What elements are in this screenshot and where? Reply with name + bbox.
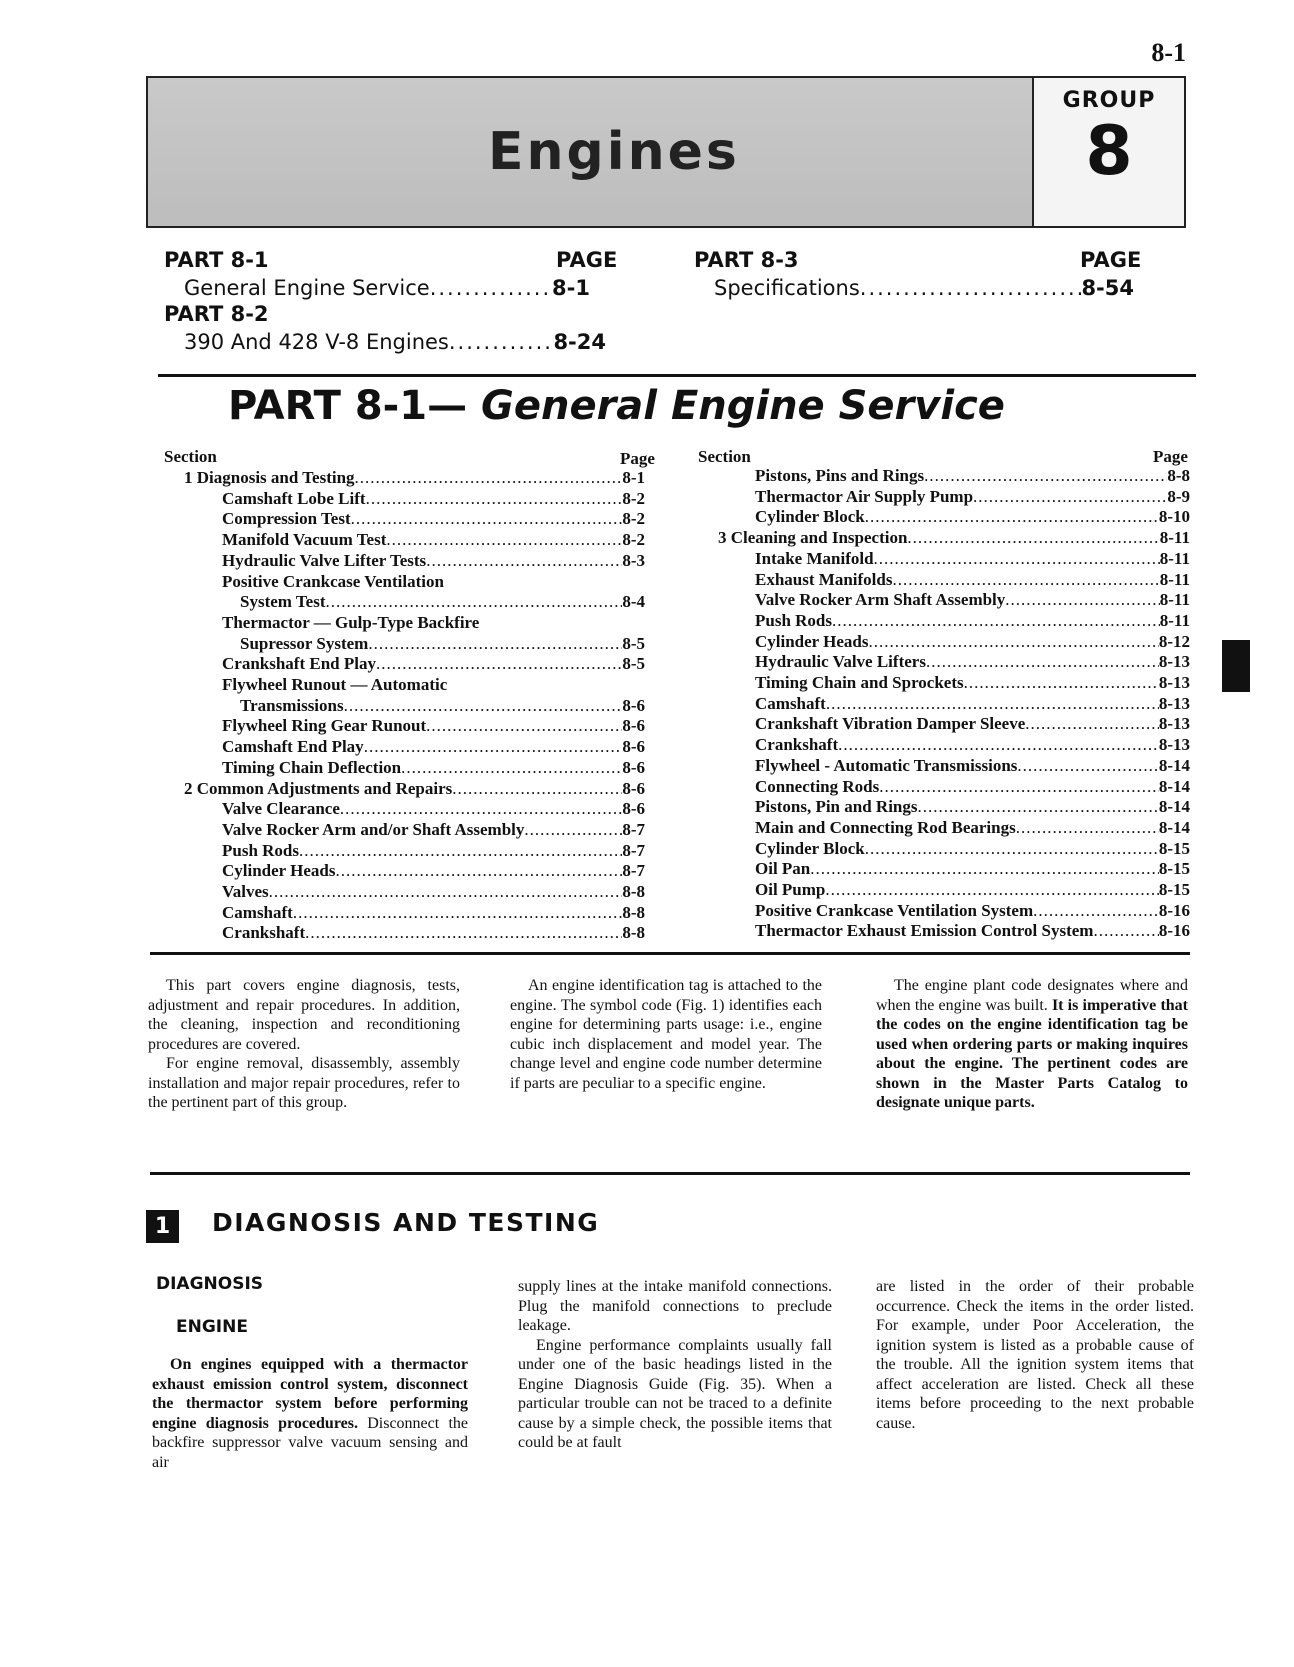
index-entry-page: 8-16 bbox=[1158, 900, 1190, 920]
index-entry[interactable] bbox=[755, 777, 1190, 797]
index-dot-leader bbox=[344, 696, 623, 716]
toc-entry-title: 390 And 428 V-8 Engines bbox=[184, 330, 449, 354]
index-entry-page: 8-6 bbox=[622, 737, 645, 757]
index-entry[interactable] bbox=[222, 903, 645, 923]
index-entry-page: 8-13 bbox=[1158, 735, 1190, 755]
index-dot-leader bbox=[879, 777, 1159, 797]
index-entry-label: Flywheel Runout — Automatic bbox=[222, 675, 448, 694]
index-entry-label: Positive Crankcase Ventilation System bbox=[755, 900, 1034, 920]
index-entry-page: 8-14 bbox=[1158, 776, 1190, 796]
index-entry-label: Oil Pump bbox=[755, 880, 826, 899]
toc-entry-page: 8-24 bbox=[553, 330, 606, 354]
index-entry-page: 8-7 bbox=[622, 840, 645, 860]
index-entry[interactable] bbox=[755, 714, 1190, 734]
banner-title: Engines bbox=[488, 122, 740, 182]
index-entry[interactable] bbox=[222, 737, 645, 757]
index-dot-leader bbox=[269, 882, 623, 902]
index-entry[interactable] bbox=[755, 549, 1190, 569]
intro-column-1 bbox=[148, 976, 460, 1113]
body-paragraph: Engine performance complaints usually fall under one of the basic headings listed in the Engine Diagnosis Guide (Fig. 35). When a particular trouble can not be traced to a definite cause by a simple check, the possible items that could be at fault bbox=[518, 1336, 832, 1451]
index-entry-label: Camshaft End Play bbox=[222, 737, 364, 757]
index-entry-page: 8-2 bbox=[622, 488, 645, 508]
index-entry[interactable] bbox=[240, 696, 645, 716]
toc-entry-specifications[interactable] bbox=[714, 276, 1134, 300]
index-dot-leader bbox=[826, 694, 1159, 714]
index-dot-leader bbox=[918, 797, 1159, 817]
index-entry-label: Valves bbox=[222, 882, 269, 901]
index-entry[interactable] bbox=[755, 673, 1190, 693]
index-entry[interactable] bbox=[718, 528, 1190, 548]
index-dot-leader bbox=[401, 758, 622, 778]
index-entry-page: 8-10 bbox=[1158, 507, 1190, 527]
index-dot-leader bbox=[386, 530, 622, 550]
index-dot-leader bbox=[892, 570, 1159, 590]
index-entry-page: 8-11 bbox=[1159, 610, 1190, 630]
index-page-header-left: Page bbox=[620, 449, 655, 468]
index-entry-page: 8-11 bbox=[1159, 569, 1190, 589]
sub-heading-engine: ENGINE bbox=[176, 1317, 248, 1337]
index-dot-leader bbox=[1005, 590, 1159, 610]
index-entry[interactable] bbox=[222, 572, 444, 592]
index-entry[interactable] bbox=[222, 861, 645, 881]
index-entry-page: 8-8 bbox=[622, 923, 645, 943]
index-entry-label: Cylinder Block bbox=[755, 838, 865, 858]
index-entry-label: System Test bbox=[240, 592, 326, 612]
index-dot-leader bbox=[1033, 901, 1159, 921]
index-entry-page: 8-6 bbox=[622, 757, 645, 777]
index-dot-leader bbox=[426, 551, 622, 571]
index-entry-page: 8-3 bbox=[622, 550, 645, 570]
index-dot-leader bbox=[426, 716, 622, 736]
index-entry-page: 8-5 bbox=[622, 654, 645, 674]
index-dot-leader bbox=[336, 861, 623, 881]
index-dot-leader bbox=[924, 466, 1167, 486]
index-entry-page: 8-11 bbox=[1159, 528, 1190, 548]
index-entry-label: Camshaft bbox=[222, 902, 293, 922]
index-entry-label: Supressor System bbox=[240, 633, 369, 653]
index-entry-label: Transmissions bbox=[240, 695, 344, 715]
index-entry-page: 8-8 bbox=[1167, 466, 1190, 485]
index-dot-leader bbox=[973, 487, 1167, 507]
index-entry-page: 8-5 bbox=[622, 633, 645, 653]
index-entry-label: Positive Crankcase Ventilation bbox=[222, 571, 444, 591]
page-number: 8-1 bbox=[1151, 38, 1186, 67]
index-dot-leader bbox=[368, 634, 622, 654]
index-entry[interactable] bbox=[755, 859, 1190, 879]
index-entry[interactable] bbox=[222, 841, 645, 861]
index-page-header-right: Page bbox=[1153, 447, 1188, 466]
toc-entry-page: 8-54 bbox=[1081, 276, 1134, 300]
index-entry-page: 8-11 bbox=[1159, 548, 1190, 568]
index-dot-leader bbox=[325, 592, 622, 612]
group-label: GROUP bbox=[1062, 88, 1156, 113]
index-entry[interactable] bbox=[222, 799, 645, 819]
toc-entry-page: 8-1 bbox=[552, 276, 590, 300]
body-paragraph: supply lines at the intake manifold connections. Plug the manifold connections to preclude leakage. bbox=[518, 1278, 832, 1334]
index-entry[interactable] bbox=[755, 466, 1190, 486]
index-entry-page: 8-8 bbox=[622, 882, 645, 901]
divider-rule bbox=[150, 952, 1190, 955]
index-dot-leader bbox=[340, 799, 622, 819]
toc-part-8-3-label: PART 8-3 bbox=[694, 248, 799, 272]
toc-page-header-left: PAGE bbox=[556, 248, 618, 272]
index-section-header-left: Section bbox=[164, 447, 217, 466]
body-column-1 bbox=[152, 1355, 468, 1472]
index-dot-leader bbox=[355, 468, 623, 488]
index-entry-page: 8-14 bbox=[1158, 817, 1190, 837]
intro-paragraph: This part covers engine diagnosis, tests, adjustment and repair procedures. In addition, the cleaning, inspection and reconditioning procedures are covered. bbox=[148, 977, 460, 1053]
index-entry-label: Main and Connecting Rod Bearings bbox=[755, 817, 1016, 837]
index-entry-page: 8-4 bbox=[622, 592, 645, 612]
index-entry-page: 8-13 bbox=[1158, 714, 1190, 734]
index-entry[interactable] bbox=[222, 716, 645, 736]
toc-part-8-1-label: PART 8-1 bbox=[164, 248, 269, 272]
index-dot-leader bbox=[305, 923, 622, 943]
index-entry[interactable] bbox=[222, 530, 645, 550]
index-entry-label: Pistons, Pin and Rings bbox=[755, 797, 918, 817]
group-banner bbox=[146, 76, 1186, 228]
body-text: Disconnect the backfire suppressor valve vacuum sensing and air bbox=[152, 1414, 468, 1471]
divider-rule bbox=[150, 1172, 1190, 1175]
sub-heading-diagnosis: DIAGNOSIS bbox=[156, 1274, 264, 1294]
toc-page-header-right: PAGE bbox=[1080, 248, 1142, 272]
index-entry[interactable] bbox=[755, 570, 1190, 590]
index-entry-page: 8-15 bbox=[1158, 838, 1190, 858]
index-entry-label: Timing Chain Deflection bbox=[222, 757, 402, 777]
index-dot-leader bbox=[1093, 921, 1158, 941]
index-entry[interactable] bbox=[755, 735, 1190, 755]
index-entry[interactable] bbox=[222, 654, 645, 674]
index-entry-page: 8-7 bbox=[622, 819, 645, 839]
body-column-3 bbox=[876, 1277, 1194, 1433]
index-entry-label: Manifold Vacuum Test bbox=[222, 530, 387, 550]
index-dot-leader bbox=[452, 779, 622, 799]
index-entry-label: Crankshaft Vibration Damper Sleeve bbox=[755, 714, 1026, 734]
index-entry-label: Valve Clearance bbox=[222, 799, 340, 819]
toc-dot-leader bbox=[860, 276, 1082, 300]
index-dot-leader bbox=[524, 820, 622, 840]
index-entry-page: 8-13 bbox=[1158, 652, 1190, 672]
index-entry-page: 8-6 bbox=[622, 799, 645, 819]
index-entry-label: Crankshaft End Play bbox=[222, 654, 376, 674]
index-dot-leader bbox=[926, 652, 1159, 672]
index-dot-leader bbox=[865, 507, 1159, 527]
index-entry-label: Compression Test bbox=[222, 509, 351, 529]
index-entry-page: 8-15 bbox=[1158, 880, 1190, 899]
index-entry[interactable] bbox=[222, 489, 645, 509]
index-entry-page: 8-7 bbox=[622, 861, 645, 881]
index-entry-label: 1 Diagnosis and Testing bbox=[184, 468, 355, 487]
index-entry[interactable] bbox=[240, 634, 645, 654]
index-entry-page: 8-9 bbox=[1167, 486, 1190, 506]
index-entry[interactable] bbox=[755, 652, 1190, 672]
index-entry-page: 8-12 bbox=[1158, 631, 1190, 651]
index-entry-label: Intake Manifold bbox=[755, 548, 874, 568]
index-entry-page: 8-13 bbox=[1158, 673, 1190, 692]
index-entry[interactable] bbox=[222, 675, 447, 695]
toc-dot-leader bbox=[449, 330, 554, 354]
index-dot-leader bbox=[825, 880, 1158, 900]
index-dot-leader bbox=[376, 654, 622, 674]
index-entry-label: Pistons, Pins and Rings bbox=[755, 466, 925, 485]
index-entry-page: 8-6 bbox=[622, 716, 645, 736]
intro-text: The engine plant code designates where and when the engine was built. bbox=[876, 977, 1188, 1014]
section-heading: DIAGNOSIS AND TESTING bbox=[212, 1208, 600, 1237]
index-entry-label: Flywheel - Automatic Transmissions bbox=[755, 755, 1018, 775]
index-entry-page: 8-14 bbox=[1158, 797, 1190, 817]
toc-part-8-2-label: PART 8-2 bbox=[164, 302, 269, 326]
index-entry[interactable] bbox=[755, 818, 1190, 838]
index-entry-page: 8-2 bbox=[622, 509, 645, 529]
index-dot-leader bbox=[293, 903, 622, 923]
body-paragraph bbox=[152, 1355, 468, 1472]
index-entry-label: Hydraulic Valve Lifter Tests bbox=[222, 550, 427, 570]
index-entry[interactable] bbox=[222, 820, 645, 840]
index-entry[interactable] bbox=[184, 779, 645, 799]
part-title bbox=[228, 383, 1005, 429]
intro-column-2 bbox=[510, 976, 822, 1093]
index-entry[interactable] bbox=[755, 921, 1190, 941]
index-entry[interactable] bbox=[184, 468, 645, 488]
thumb-index-tab bbox=[1222, 640, 1250, 692]
intro-emphasis: It is imperative that the codes on the engine identification tag be used when ordering parts or making inquires about the engine. The pertinent codes are shown in the Master Parts Catalog to designate unique parts. bbox=[876, 996, 1189, 1111]
index-dot-leader bbox=[907, 528, 1159, 548]
index-entry[interactable] bbox=[755, 632, 1190, 652]
divider-rule bbox=[158, 374, 1196, 377]
index-entry[interactable] bbox=[755, 756, 1190, 776]
index-dot-leader bbox=[865, 839, 1159, 859]
index-entry-page: 8-15 bbox=[1158, 859, 1190, 879]
intro-column-3 bbox=[876, 976, 1188, 1113]
index-entry-page: 8-16 bbox=[1158, 921, 1190, 941]
index-dot-leader bbox=[874, 549, 1160, 569]
index-entry-label: Push Rods bbox=[222, 840, 300, 860]
intro-paragraph: For engine removal, disassembly, assembly installation and major repair procedures, refer to the pertinent part of this group. bbox=[148, 1055, 460, 1111]
index-entry-label: Hydraulic Valve Lifters bbox=[755, 652, 926, 672]
index-dot-leader bbox=[810, 859, 1159, 879]
index-entry[interactable] bbox=[755, 694, 1190, 714]
index-entry[interactable] bbox=[755, 487, 1190, 507]
index-entry-page: 8-8 bbox=[622, 902, 645, 922]
toc-entry-general-engine-service[interactable] bbox=[184, 276, 590, 300]
index-entry-label: Push Rods bbox=[755, 610, 833, 630]
index-entry-label: 3 Cleaning and Inspection bbox=[718, 528, 908, 548]
index-entry-label: Exhaust Manifolds bbox=[755, 569, 893, 589]
index-entry[interactable] bbox=[755, 901, 1190, 921]
index-dot-leader bbox=[1017, 756, 1158, 776]
index-entry[interactable] bbox=[755, 611, 1190, 631]
index-dot-leader bbox=[1025, 714, 1159, 734]
index-entry[interactable] bbox=[222, 613, 479, 633]
index-entry-label: Cylinder Heads bbox=[755, 631, 869, 651]
index-entry-label: Crankshaft bbox=[755, 735, 839, 755]
index-entry-label: Thermactor Air Supply Pump bbox=[755, 486, 974, 506]
index-entry[interactable] bbox=[755, 880, 1190, 900]
part-title-prefix: PART 8-1— bbox=[228, 383, 482, 429]
toc-entry-390-428-engines[interactable] bbox=[184, 330, 606, 354]
index-entry[interactable] bbox=[755, 507, 1190, 527]
group-number: 8 bbox=[1085, 112, 1133, 191]
index-entry-page: 8-6 bbox=[622, 778, 645, 798]
index-entry-label: 2 Common Adjustments and Repairs bbox=[184, 778, 453, 798]
index-entry[interactable] bbox=[755, 590, 1190, 610]
index-entry[interactable] bbox=[222, 551, 645, 571]
index-entry[interactable] bbox=[755, 839, 1190, 859]
index-entry-page: 8-13 bbox=[1158, 693, 1190, 713]
index-dot-leader bbox=[832, 611, 1160, 631]
index-entry-label: Valve Rocker Arm and/or Shaft Assembly bbox=[222, 819, 525, 839]
intro-paragraph: An engine identification tag is attached to the engine. The symbol code (Fig. 1) identifies each engine for determining parts usage: i.e., engine cubic inch displacement and model year. The change level and engine code number determine if parts are peculiar to a specific engine. bbox=[510, 977, 822, 1092]
index-entry-label: Thermactor — Gulp-Type Backfire bbox=[222, 612, 480, 632]
index-dot-leader bbox=[838, 735, 1159, 755]
index-dot-leader bbox=[366, 489, 623, 509]
index-entry-page: 8-11 bbox=[1159, 590, 1190, 610]
index-entry[interactable] bbox=[240, 592, 645, 612]
index-entry[interactable] bbox=[755, 797, 1190, 817]
intro-paragraph bbox=[876, 976, 1188, 1113]
index-section-header-right: Section bbox=[698, 447, 751, 466]
index-entry-page: 8-6 bbox=[622, 695, 645, 715]
index-entry-label: Thermactor Exhaust Emission Control System bbox=[755, 921, 1094, 941]
index-dot-leader bbox=[299, 841, 622, 861]
index-dot-leader bbox=[964, 673, 1159, 693]
toc-dot-leader bbox=[430, 276, 552, 300]
body-paragraph: are listed in the order of their probable occurrence. Check the items in the order listed. For example, under Poor Acceleration, the ignition system is listed as a probable cause of the trouble. All the ignition system items that affect acceleration are listed. Check all these items before proceeding to the next probable cause. bbox=[876, 1278, 1194, 1432]
index-entry[interactable] bbox=[222, 882, 645, 902]
body-column-2 bbox=[518, 1277, 832, 1453]
index-dot-leader bbox=[364, 737, 623, 757]
index-entry-page: 8-1 bbox=[622, 468, 645, 487]
index-entry-label: Camshaft Lobe Lift bbox=[222, 488, 366, 508]
index-entry-label: Cylinder Heads bbox=[222, 861, 336, 881]
part-title-name: General Engine Service bbox=[481, 383, 1005, 429]
index-entry-label: Crankshaft bbox=[222, 923, 306, 943]
index-dot-leader bbox=[1016, 818, 1159, 838]
index-entry-label: Flywheel Ring Gear Runout bbox=[222, 716, 427, 736]
index-entry-label: Timing Chain and Sprockets bbox=[755, 673, 964, 692]
index-entry[interactable] bbox=[222, 923, 645, 943]
index-entry-label: Valve Rocker Arm Shaft Assembly bbox=[755, 590, 1006, 610]
toc-entry-title: General Engine Service bbox=[184, 276, 430, 300]
index-entry-label: Camshaft bbox=[755, 693, 826, 713]
index-dot-leader bbox=[869, 632, 1159, 652]
index-entry[interactable] bbox=[222, 758, 645, 778]
warning-text: On engines equipped with a thermactor exhaust emission control system, disconnect the thermactor system before performing engine diagnosis procedures. bbox=[152, 1356, 468, 1432]
group-box bbox=[1032, 78, 1184, 226]
index-entry-label: Oil Pan bbox=[755, 859, 811, 879]
index-entry[interactable] bbox=[222, 509, 645, 529]
toc-entry-title: Specifications bbox=[714, 276, 860, 300]
index-entry-label: Cylinder Block bbox=[755, 507, 865, 527]
index-entry-page: 8-14 bbox=[1158, 755, 1190, 775]
index-entry-page: 8-2 bbox=[622, 530, 645, 550]
section-number-box: 1 bbox=[146, 1210, 179, 1243]
index-entry-label: Connecting Rods bbox=[755, 776, 880, 796]
index-dot-leader bbox=[351, 509, 623, 529]
